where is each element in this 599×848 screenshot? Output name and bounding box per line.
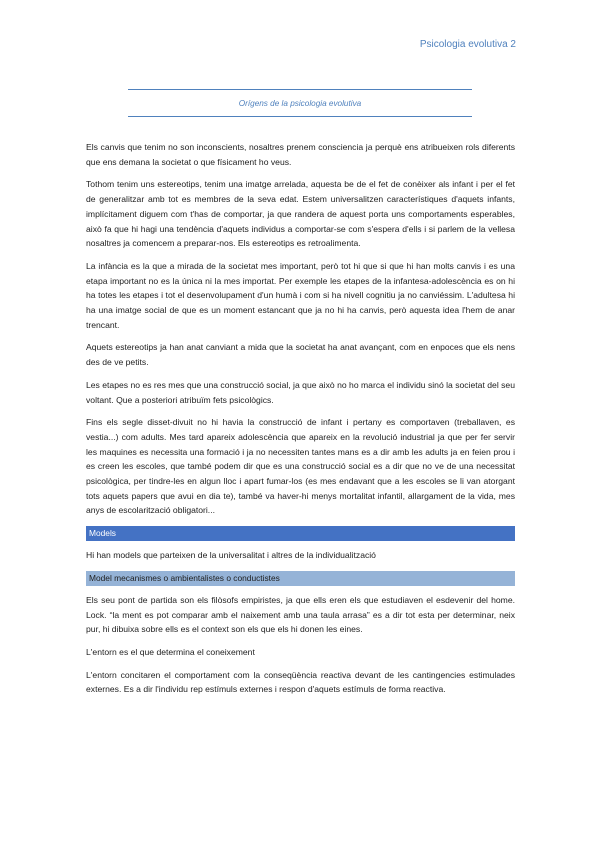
paragraph: L'entorn es el que determina el coneixement <box>86 646 255 657</box>
document-title: Orígens de la psicologia evolutiva <box>238 99 362 108</box>
paragraph: Fins els segle disset-divuit no hi havia la construcció de infant i pertany es comportaven (treballaven, es vestia...) com adults. Mes tard apareix adolescència que apareix en la revolució industrial ja que per fer servir les maquines es necessita una formació i ja no necessiten tantes mans es a dir amb les adults ja en feien prou i es creen les escoles, que també podem dir que es una construcció social es a dir que no ve de una necessitat psicològica, per tindre-les en algun lloc i apart fumar-los (es mes endavant que a les escoles se li van atorgant tots aquets papers que avui en dia te), també va haver-hi menys mortalitat infantil, allargament de la vida, mes anys de escolarització obligatori... <box>86 417 515 516</box>
paragraph: Els seu pont de partida son els filòsofs empiristes, ja que ells eren els que estudiaven el esdevenir del home. Lock. “la ment es pot comparar amb el naixement amb una taula arrasa” es a dir tot esta per determinar, neix pur, hi dibuixa sobre ells es el context son els que els hi donen les eines. <box>86 594 515 635</box>
paragraph: L'entorn concitaren el comportament com la conseqüència reactiva devant de les cantingencies estimulades externes. Es a dir l'individu rep estímuls externes i respon d'aquets estímuls de forma reactiva. <box>86 669 515 695</box>
running-header: Psicologia evolutiva 2 <box>419 39 516 50</box>
paragraph: Hi han models que parteixen de la universalitat i altres de la individualització <box>86 550 376 561</box>
paragraph: Les etapes no es res mes que una construcció social, ja que això no ho marca el individu sinó la societat del seu voltant. Que a posteriori atribuïm fets psicològics. <box>86 379 515 405</box>
section-heading-models: Models <box>86 526 515 541</box>
paragraph: Els canvis que tenim no son inconscients, nosaltres prenem consciencia ja perquè ens atribueixen rols diferents que ens demana la societat o que físicament ho veus. <box>86 142 515 167</box>
paragraph: Aquets estereotips ja han anat canviant a mida que la societat ha anat avançant, com en enpoces que els nens des de ve petits. <box>86 342 515 368</box>
title-block <box>128 89 472 117</box>
section-heading-mechanisms: Model mecanismes o ambientalistes o conductistes <box>86 571 515 586</box>
paragraph: La infància es la que a mirada de la societat mes important, però tot hi que si que hi han molts canvis i es una etapa important no es la única ni la mes importat. Per exemple les etapes de la infantesa-adolescència es on hi ha totes les etapes i tot el desenvolupament d'un humà i com si ha nivell cognitiu ja no canviéssim. L'adultesa hi ha una imatge social de que es un moment estancant que ja no hi ha canvis, però aquesta idea l'hem de anar trencant. <box>86 260 515 330</box>
title-rule-top <box>128 89 472 90</box>
document-body <box>86 140 515 705</box>
title-rule-bottom <box>128 116 472 117</box>
paragraph: Tothom tenim uns estereotips, tenim una imatge arrelada, aquesta be de el fet de conèixer als infant i per el fet de generalitzar amb tot es membres de la seva edat. Estem universalitzen característiques d'aquets infants, implícitament diguem com t'has de comportar, ja que randera de aquest porta uns comportaments esperables, això fa que hi hagi una tendència d'aquets individus a comportar-se com s'espera d'ells i si parlem de la vellesa nosaltres ja comencem a preparar-nos. Els estereotips es retroalimenta. <box>86 179 515 249</box>
